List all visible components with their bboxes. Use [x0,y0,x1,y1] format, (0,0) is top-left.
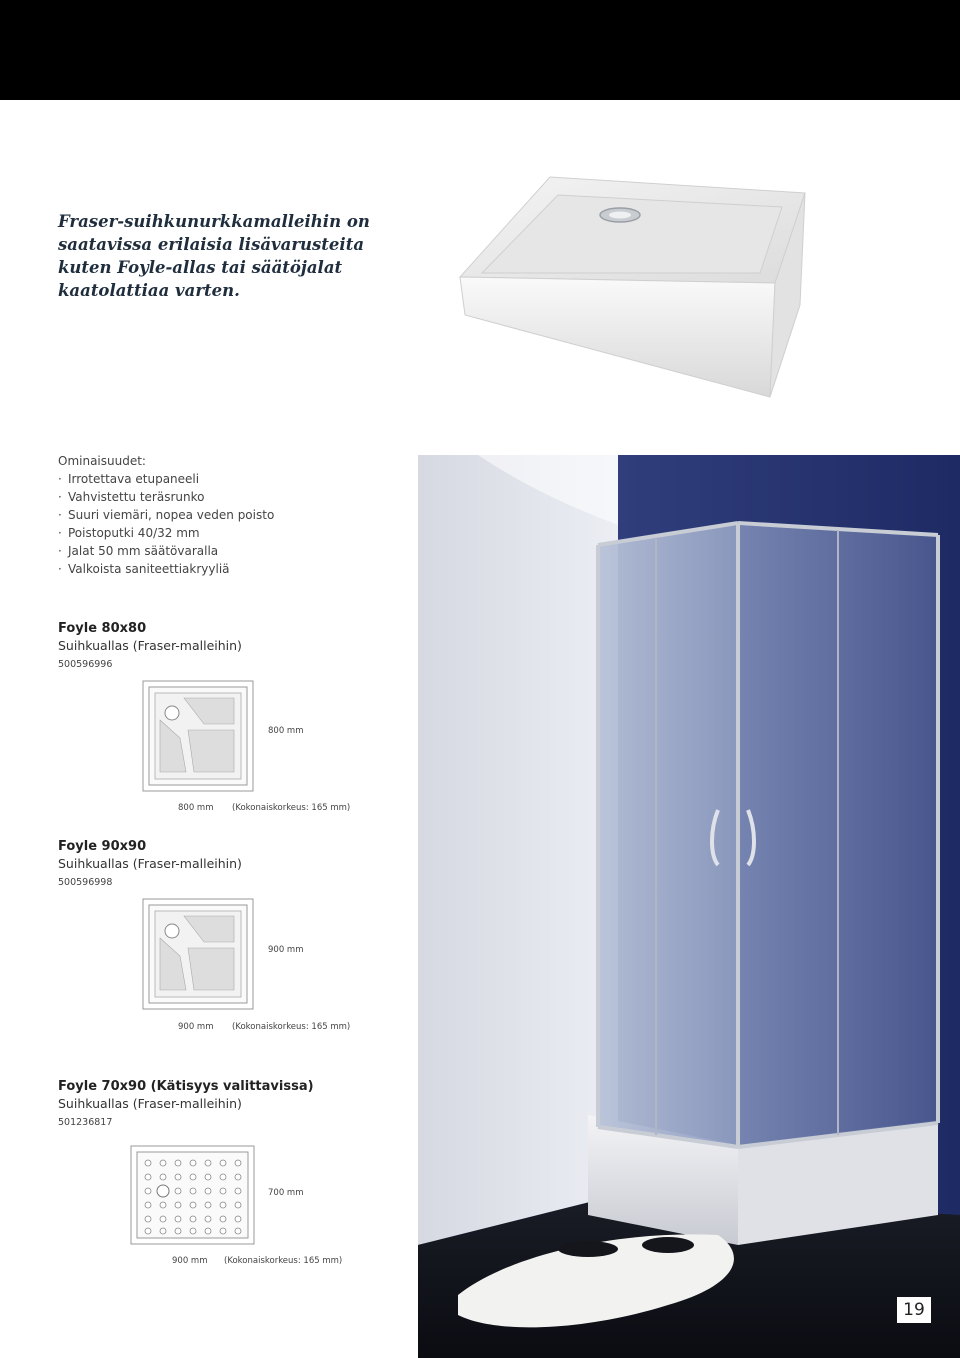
product-name: Foyle 90x90 [58,839,147,854]
bottom-dimension: 900 mm [172,1256,208,1266]
product-foyle-90x90 [58,838,242,891]
bottom-dimension: 900 mm [178,1022,214,1032]
height-note: (Kokonaiskorkeus: 165 mm) [232,803,351,813]
product-subtitle: Suihkuallas (Fraser-malleihin) [58,638,242,653]
feature-item: · Suuri viemäri, nopea veden poisto [58,506,274,524]
top-black-bar [0,0,960,100]
tray-diagram-90x90 [142,898,254,1010]
feature-item: · Irrotettava etupaneeli [58,470,274,488]
shower-tray-photo [420,165,820,415]
feature-item: · Poistoputki 40/32 mm [58,524,274,542]
height-note: (Kokonaiskorkeus: 165 mm) [232,1022,351,1032]
product-subtitle: Suihkuallas (Fraser-malleihin) [58,856,242,871]
product-name: Foyle 80x80 [58,621,147,636]
side-dimension: 700 mm [268,1188,304,1198]
features-title: Ominaisuudet: [58,454,146,468]
product-subtitle: Suihkuallas (Fraser-malleihin) [58,1096,242,1111]
product-foyle-80x80 [58,620,242,673]
feature-item: · Valkoista saniteettiakryyliä [58,560,274,578]
product-code: 500596998 [58,877,113,888]
intro-text: Fraser-suihkunurkkamalleihin on saatavissa erilaisia lisävarusteita kuten Foyle-allas tai säätöjalat kaatolattiaa varten. [58,212,370,300]
product-code: 500596996 [58,659,113,670]
shower-enclosure-photo [418,455,960,1358]
tray-diagram-80x80 [142,680,254,792]
product-name: Foyle 70x90 (Kätisyys valittavissa) [58,1079,314,1094]
feature-item: · Vahvistettu teräsrunko [58,488,274,506]
feature-item: · Jalat 50 mm säätövaralla [58,542,274,560]
side-dimension: 800 mm [268,726,304,736]
side-dimension: 900 mm [268,945,304,955]
product-code: 501236817 [58,1117,113,1128]
product-foyle-70x90 [58,1078,314,1131]
height-note: (Kokonaiskorkeus: 165 mm) [224,1256,343,1266]
page-number: 19 [897,1297,931,1323]
features-list [58,452,274,578]
bottom-dimension: 800 mm [178,803,214,813]
tray-diagram-70x90 [130,1145,255,1245]
